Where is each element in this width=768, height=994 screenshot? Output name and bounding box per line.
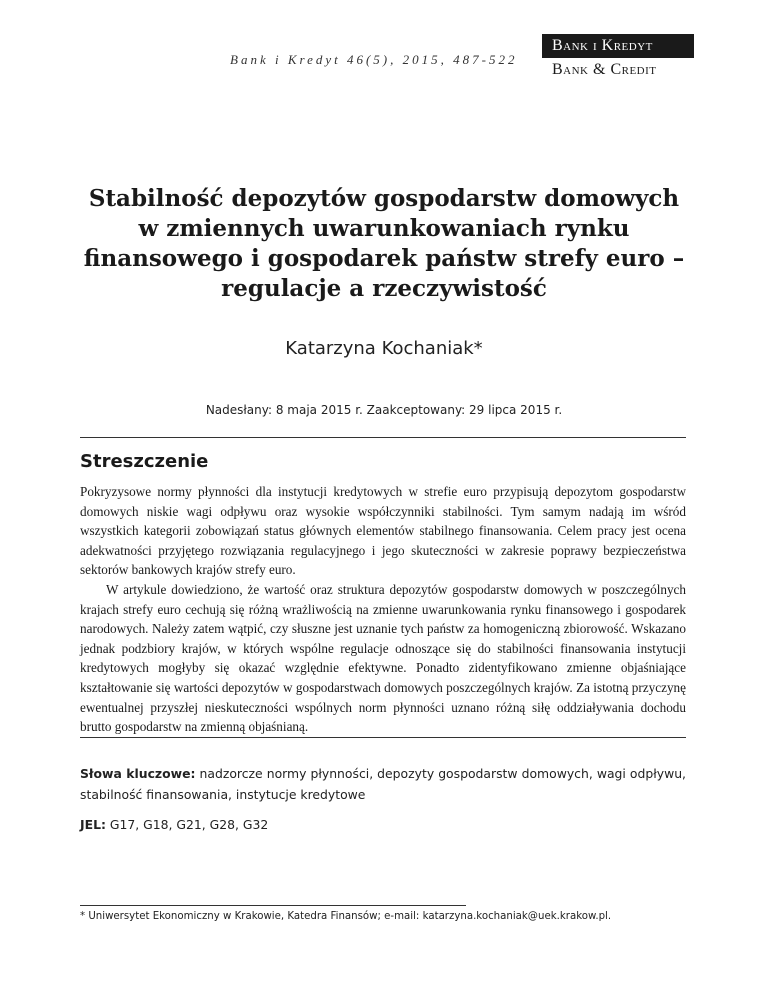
submission-dates: Nadesłany: 8 maja 2015 r. Zaakceptowany: 29 lipca 2015 r. [205, 403, 563, 417]
title-line: Stabilność depozytów gospodarstw domowych [88, 185, 680, 212]
keywords [80, 763, 686, 805]
abstract-top-divider [80, 437, 686, 438]
journal-logo [542, 34, 694, 82]
footnote-divider [80, 905, 466, 906]
jel-text: G17, G18, G21, G28, G32 [105, 817, 269, 832]
article-title [60, 184, 708, 304]
author-name: Katarzyna Kochaniak* [285, 338, 483, 359]
abstract-bottom-divider [80, 737, 686, 738]
keywords-label: Słowa kluczowe: [80, 766, 196, 781]
journal-reference: Bank i Kredyt 46(5), 2015, 487-522 [230, 52, 518, 67]
title-line: w zmiennych uwarunkowaniach rynku [138, 215, 630, 242]
abstract-heading: Streszczenie [80, 451, 209, 472]
abstract-paragraph: Pokryzysowe normy płynności dla instytucji kredytowych w strefie euro przypisują depozytom gospodarstw domowych niskie wagi odpływu oraz wysokie współczynniki stabilności. Tym samym nadają im wśród wszystkich kategorii zobowiązań status głównych elementów stabilnego finansowania. Celem pracy jest ocena adekwatności przyjętego rozwiązania regulacyjnego i jego skuteczności w zakresie poprawy bezpieczeństwa sektorów bankowych krajów strefy euro. [80, 484, 686, 578]
jel-codes [80, 817, 268, 832]
title-line: finansowego i gospodarek państw strefy euro – [83, 245, 685, 272]
abstract-body [80, 482, 686, 737]
keywords-text: nadzorcze normy płynności, depozyty gospodarstw domowych, wagi odpływu, stabilność finansowania, instytucje kredytowe [80, 766, 686, 802]
abstract-paragraph: W artykule dowiedziono, że wartość oraz struktura depozytów gospodarstw domowych w poszczególnych krajach strefy euro cechują się różną wrażliwością na zmienne uwarunkowania rynku finansowego i gospodarek narodowych. Należy zatem wątpić, czy słuszne jest uznanie tych państw za homogeniczną zbiorowość. Wskazano jednak podzbiory krajów, w których wspólne regulacje odnoszące się do stabilności finansowania instytucji kredytowych mogłyby się okazać względnie efektywne. Ponadto zidentyfikowano zmienne objaśniające kształtowanie się wartości depozytów w gospodarstwach domowych poszczególnych krajów. Za istotną przyczynę ewentualnej przyszłej nieskuteczności wspólnych norm płynności uznano różną siłę oddziaływania dochodu brutto gospodarstw na zmienną objaśnianą. [80, 581, 686, 735]
author-affiliation-footnote: * Uniwersytet Ekonomiczny w Krakowie, Katedra Finansów; e-mail: katarzyna.kochaniak@uek.krakow.pl. [80, 911, 612, 922]
logo-polish-name: Bank i Kredyt [542, 34, 694, 58]
title-line: regulacje a rzeczywistość [221, 275, 547, 302]
logo-english-name: Bank & Credit [552, 61, 657, 78]
jel-label: JEL: [80, 817, 106, 832]
